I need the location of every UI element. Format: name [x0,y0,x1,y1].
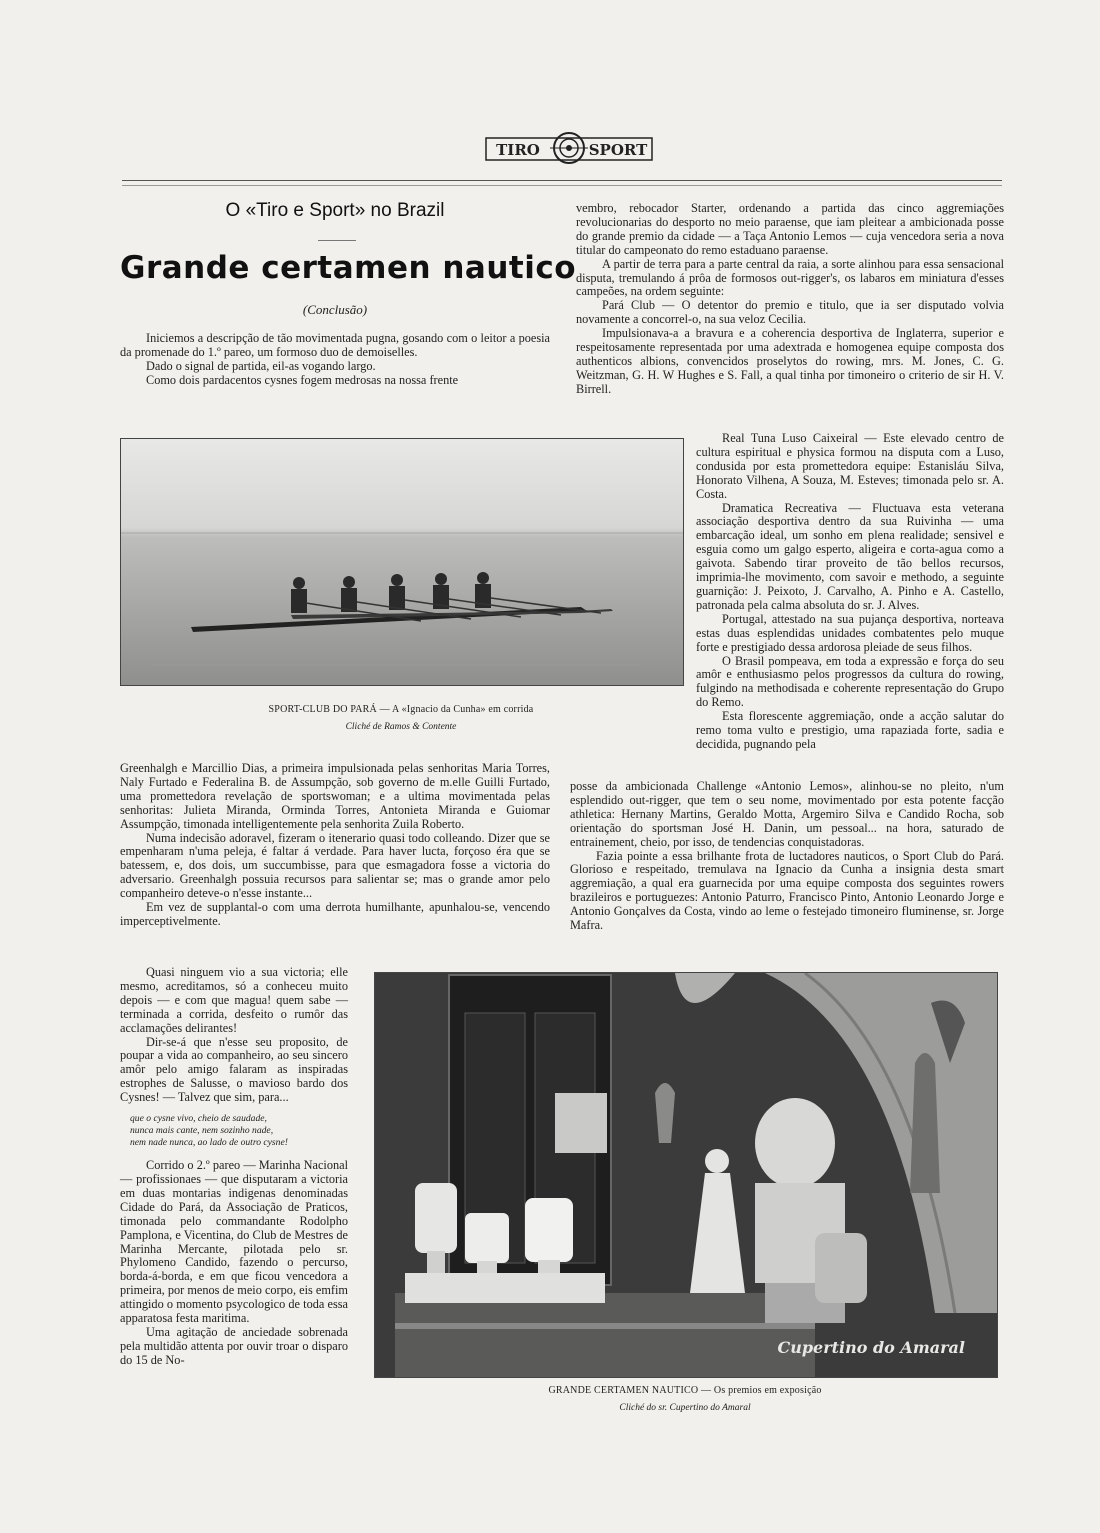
header-rule-thin [122,185,1002,186]
paragraph: Dir-se-á que n'esse seu proposito, de poupar a vida ao companheiro, ao seu sincero amôr pelo amigo falaram as inspiradas estrophes de Salusse, o mavioso bardo dos Cysnes! — Talvez que sim, para... [120,1034,348,1105]
svg-text:TIRO: TIRO [496,141,540,159]
paragraph: Uma agitação de anciedade sobrenada pela multidão attenta por ouvir troar o disparo do 15 de No- [120,1324,348,1367]
column-left-mid [120,762,550,929]
paragraph: Real Tuna Luso Caixeiral — Este elevado centro de cultura espiritual e physica formou na disputa com a Luso, condusida por esta promettedora equipe: Estanisláu Silva, Honorato Vilhena, A Souza, M. Esteves; timonada pelo sr. A. Costa. [696,431,1004,501]
article-kicker: O «Tiro e Sport» no Brazil [225,200,445,221]
paragraph: Impulsionava-a a bravura e a coherencia desportiva de Inglaterra, superior e respeitosamente representada por uma adextrada e homogenea equipe composta dos authenticos albions, convencidos proselytos do rowing, mrs. M. Jones, C. G. Weitzman, G. H. W Hughes e S. Fall, a qual tinha por timoneiro o criterio de sir H. V. Birrell. [576,326,1004,396]
paragraph: vembro, rebocador Starter, ordenando a partida das cinco aggremiações revolucionarias do desporto no meio paraense, que iam pleitear a ambicionada posse do grande premio da cidade — a Taça Antonio Lemos — cuja vencedora seria a nova titular do campeonato do remo estaduano paraense. [576,201,1004,257]
paragraph: Portugal, attestado na sua pujança desportiva, norteava estas duas esplendidas unidades combatentes pelo muque forte e prestigiado dessa ardorosa pleiade de seus filhos. [696,611,1004,654]
paragraph: A partir de terra para a parte central da raia, a sorte alinhou para essa sensacional disputa, tremulando á prôa de formosos out-rigger's, os labaros em miniatura d'esses campeões, na ordem seguinte: [576,256,1004,299]
paragraph: Corrido o 2.º pareo — Marinha Nacional — profissionaes — que disputaram a victoria em duas montarias indigenas denominadas Cidade do Pará, da Associação de Praticos, timonada pelo commandante Rodolpho Pamplona, e Vicentina, do Club de Mestres de Marinha Mercante, pilotada pelo sr. Phylomeno Candido, fazendo o percurso, borda-á-borda, e em que ficou vencedora a primeira, por menos de meio corpo, eis emfim attingido o momento psycologico de toda essa apparatosa festa maritima. [120,1158,348,1326]
svg-text:SPORT: SPORT [588,141,648,159]
paragraph: Fazia pointe a essa brilhante frota de luctadores nauticos, o Sport Club do Pará. Glorioso e respeitado, tremulava na Ignacio da Cunha a insignia desta smart aggremiação, a qual era guarnecida por uma equipe composta dos seguintes rowers brazileiros e portuguezes: Antonio Paturro, Francisco Pinto, Antonio Leonardo Jorge e Antonio Gonçalves da Costa, vindo ao leme o festejado timoneiro fluminense, sr. Jorge Mafra. [570,848,1004,933]
verse-line: nem nade nunca, ao lado de outro cysne! [130,1137,288,1149]
article-headline: Grande certamen nautico [120,250,577,286]
column-left-low [120,966,348,1368]
paragraph: Dado o signal de partida, eil-as vogando largo. [146,358,376,373]
paragraph: Esta florescente aggremiação, onde a acção salutar do remo toma vulto e prestigio, uma rapaziada forte, sadia e decidida, pugnando pela [696,709,1004,751]
paragraph: Pará Club — O detentor do premio e titulo, que ia ser disputado volvia novamente a concorrel-o, na sua veloz Cecilia. [576,298,1004,327]
photo-credit: Cliché de Ramos & Contente [345,722,457,732]
verse-line: que o cysne vivo, cheio de saudade, [130,1113,267,1125]
title-divider [318,240,356,241]
verse-line: nunca mais cante, nem sozinho nade, [130,1125,274,1137]
photo-watermark: Cupertino do Amaral [777,1338,965,1357]
column-right-mid [696,432,1004,752]
column-left-top [120,332,550,388]
paragraph: Dramatica Recreativa — Fluctuava esta veterana associação desportiva dentro da sua Ruivinha — uma embarcação ideal, um sonho em plena realidade; sensivel e esguia como um galgo esperto, aligeira e corta-agua como a gaivota. Sabendo tirar proveito de tão bellos recursos, imprimia-lhe movimento, com savoir e methodo, a seguinte guarnição: J. Peixoto, J. Carvalho, A. Pinho e A. Castello, patronada pela calma absoluta do sr. J. Alves. [696,500,1004,612]
rowing-photo [120,438,684,686]
paragraph: Como dois pardacentos cysnes fogem medrosas na nossa frente [146,372,459,387]
prizes-photo [374,972,998,1378]
photo-caption: GRANDE CERTAMEN NAUTICO — Os premios em exposição [548,1385,822,1396]
photo-credit: Cliché do sr. Cupertino do Amaral [619,1403,751,1413]
paragraph: Greenhalgh e Marcillio Dias, a primeira impulsionada pelas senhoritas Maria Torres, Naly Furtado e Federalina B. de Assumpção, sob governo de m.elle Guilli Furtado, uma promettedora revelação de sportswoman; e a ultima movimentada pelas senhoritas: Julieta Miranda, Orminda Torres, Antonieta Miranda e Guiomar Assumpção, timonada intelligentemente pela senhorita Zuila Roberto. [120,761,550,831]
paragraph: Numa indecisão adoravel, fizeram o itenerario quasi todo colleando. Dizer que se empenharam n'uma peleja, é faltar á verdade. Para haver lucta, forçoso éra que se batessem, e, dos dois, um succumbisse, para que esmagadora fosse a victoria do adversario. Greenhalgh possuia recursos para salientar se; mas o grande amor pelo companheiro deteve-o n'esse instante... [120,830,550,901]
photo-caption: SPORT-CLUB DO PARÁ — A «Ignacio da Cunha» em corrida [268,704,534,715]
paragraph: Em vez de supplantal-o com uma derrota humilhante, apunhalou-se, vencendo imperceptivelmente. [120,900,550,928]
masthead-logo [484,124,654,168]
paragraph: posse da ambicionada Challenge «Antonio Lemos», alinhou-se no pleito, n'um esplendido out-rigger, que tem o seu nome, movimentado por esta potente facção athletica: Hernany Martins, Geraldo Motta, Argemiro Silva e Candido Rocha, sob orientação do sportsman José H. Danin, um pessoal... na hora, saturado de entrainement, cheio, por isso, de tendencias conquistadoras. [570,779,1004,849]
paragraph: Quasi ninguem vio a sua victoria; elle mesmo, acreditamos, só a conheceu muito depois — e com que magua! quem sabe — terminada a corrida, desfeito o rumôr das acclamações delirantes! [120,965,348,1035]
header-rule [122,180,1002,181]
paragraph: Iniciemos a descripção de tão movimentada pugna, gosando com o leitor a poesia da promenade do 1.º pareo, um formoso duo de demoiselles. [120,331,550,359]
column-right-low [570,780,1004,933]
paragraph: O Brasil pompeava, em toda a expressão e força do seu amôr e enthusiasmo pelos progressos da cultura do rowing, fulgindo na methodisada e coherente representação do Grupo do Remo. [696,653,1004,710]
article-subtitle: (Conclusão) [302,302,368,317]
column-right-top [576,202,1004,397]
verse-quote [130,1113,348,1149]
